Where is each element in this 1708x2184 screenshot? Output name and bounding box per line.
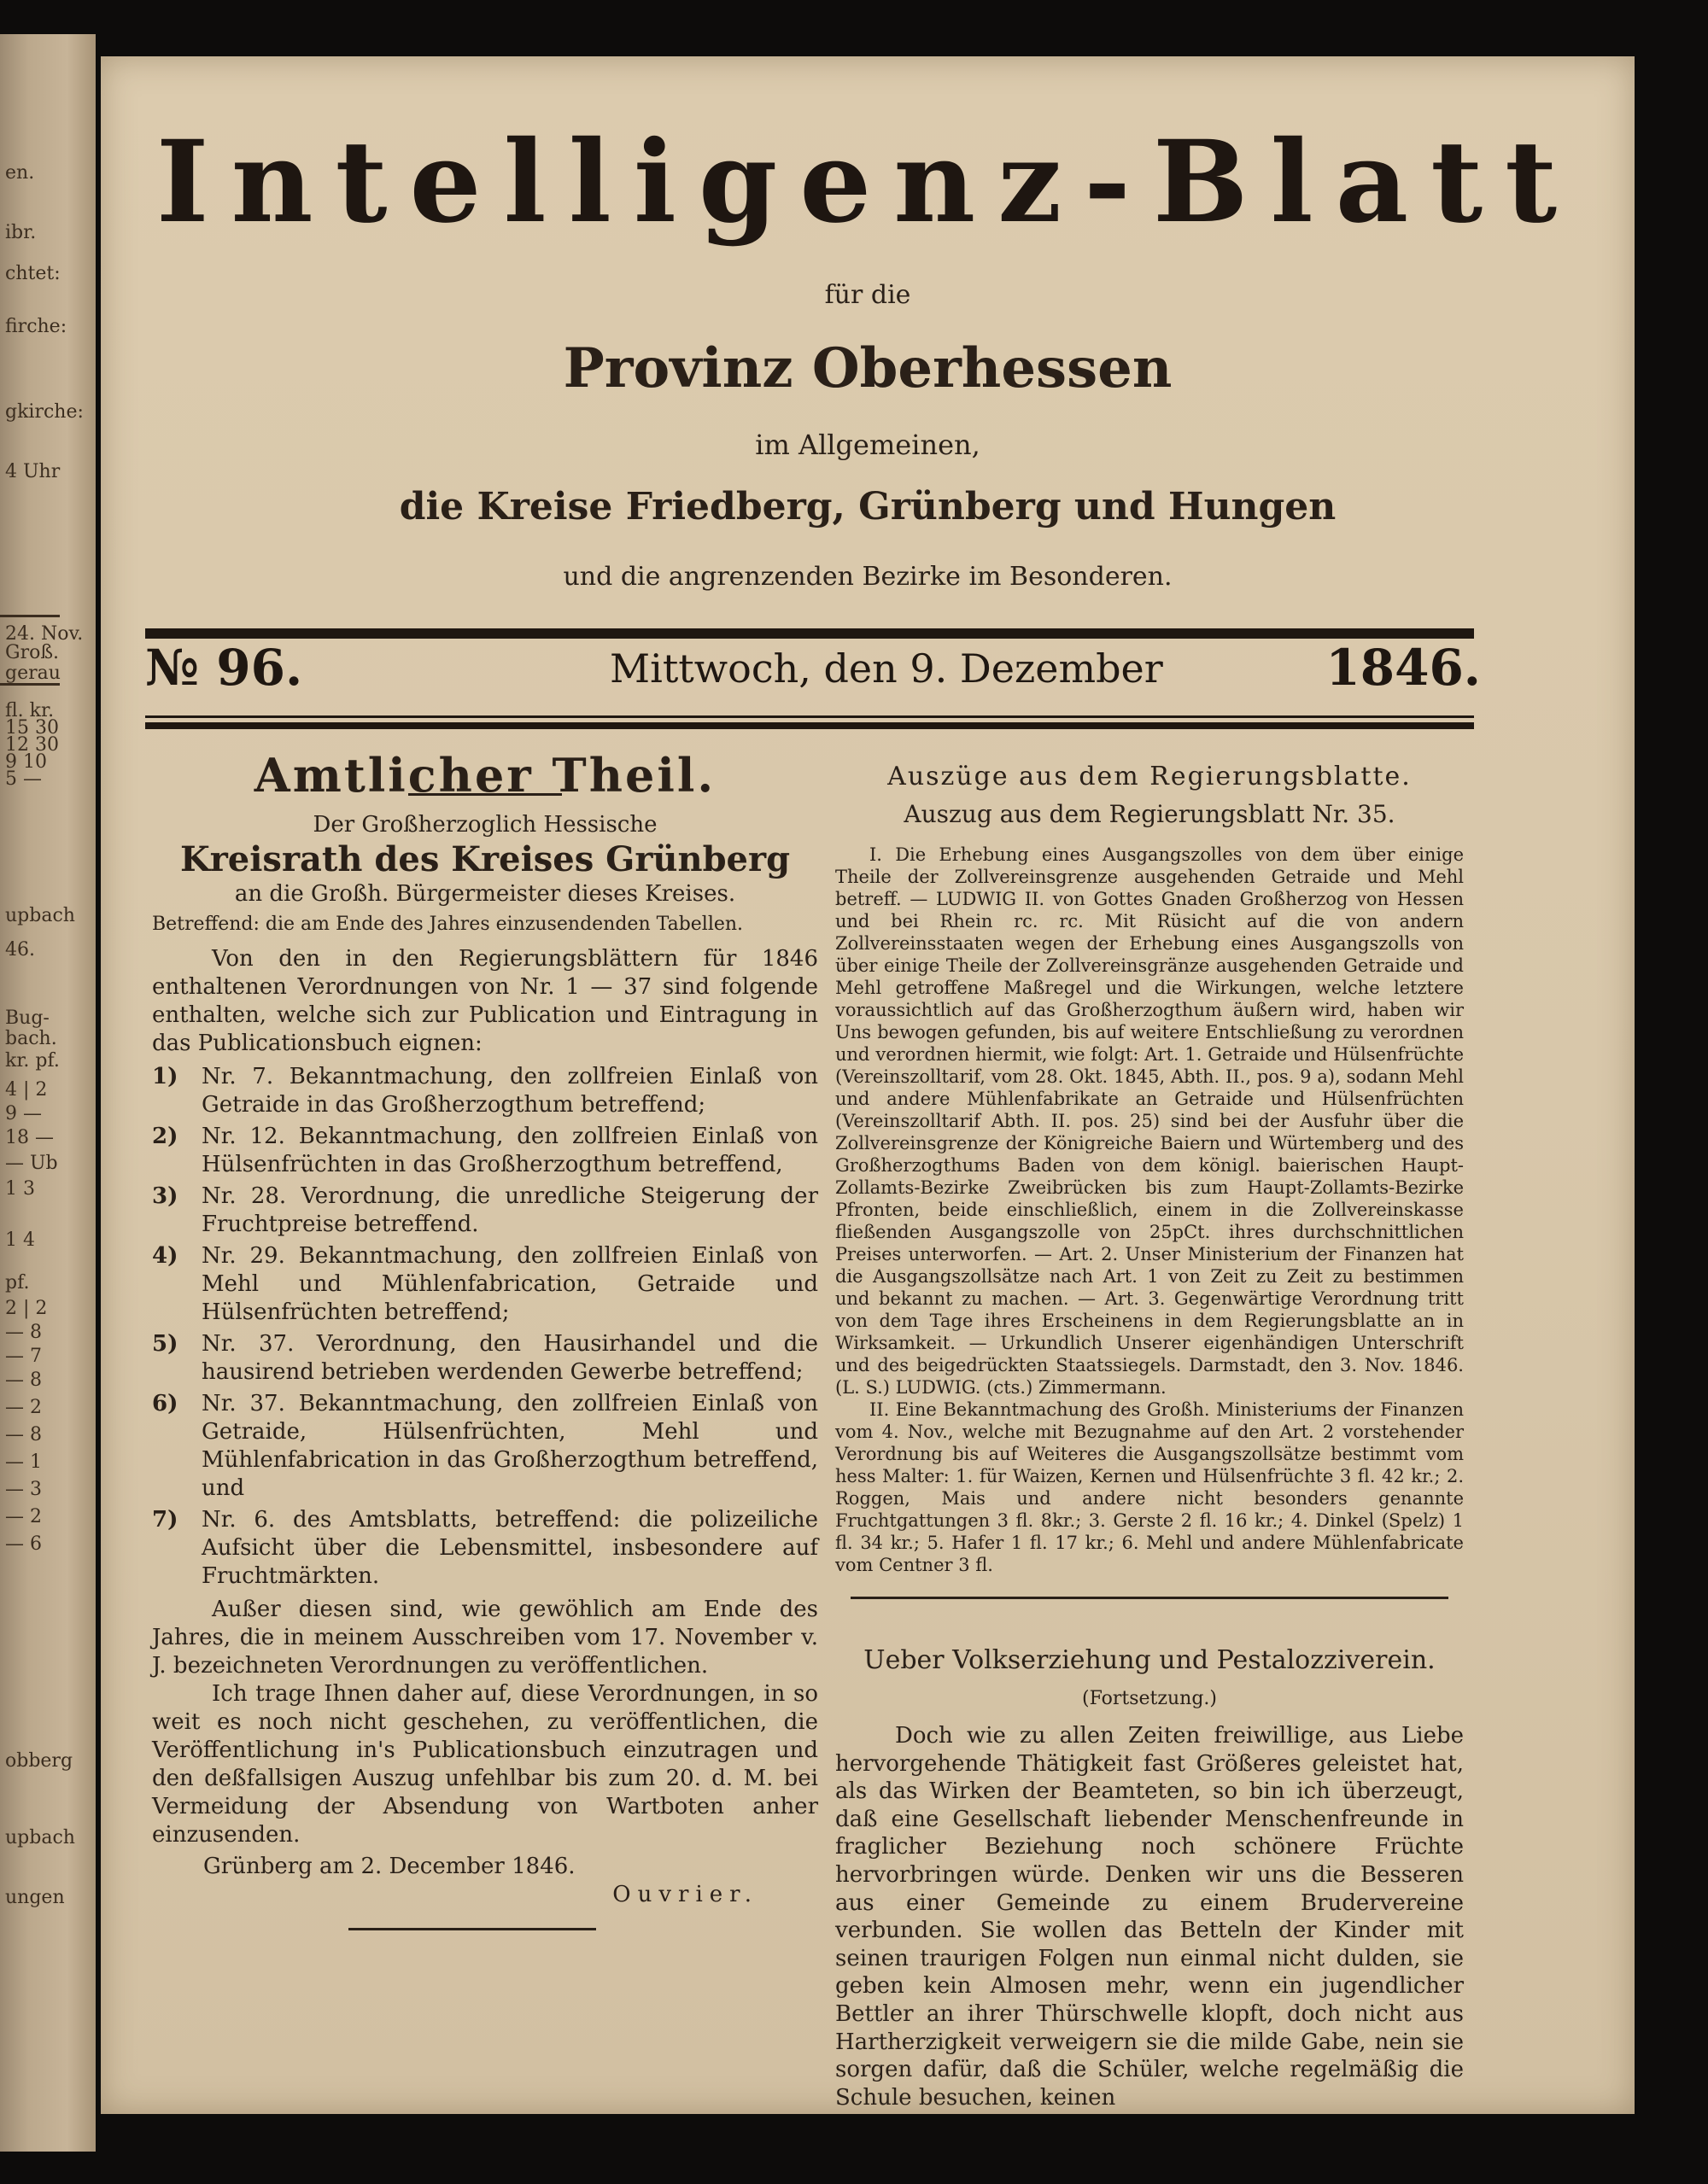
left-page-fragment: Groß. xyxy=(5,642,60,663)
excerpt-paragraph-2: II. Eine Bekanntmachung des Großh. Ministeriums der Finanzen vom 4. Nov., welche mit Bezugnahme auf den Art. 2 vorstehender Verordnung bis auf Weiteres die Ausgangszollsätze bestimmt vom hess Malter: 1. für Waizen, Kernen und Hülsenfrüchte 3 fl. 42 kr.; 2. Roggen, Mais und andere nicht besonders genannte Fruchtgattungen 3 fl. 8kr.; 3. Gerste 2 fl. 16 kr.; 4. Dinkel (Spelz) 1 fl. 34 kr.; 5. Hafer 1 fl. 17 kr.; 6. Mehl und andere Mühlenfabricate vom Centner 3 fl. xyxy=(835,1399,1464,1575)
left-page-fragment: kr. pf. xyxy=(5,1050,60,1072)
list-item: 2) Nr. 12. Bekanntmachung, den zollfreien Einlaß von Hülsenfrüchten in das Großherzogthum betreffend, xyxy=(152,1124,818,1177)
signature: Ouvrier. xyxy=(612,1882,758,1907)
left-page-fragment: 18 — xyxy=(5,1127,54,1148)
left-page-fragment: pf. xyxy=(5,1272,30,1293)
list-item: 5) Nr. 37. Verordnung, den Hausirhandel und die hausirend betrieben werdenden Gewerbe betreffend; xyxy=(152,1331,818,1385)
left-page-fragment: — 8 xyxy=(5,1424,42,1445)
column-amtlicher-theil xyxy=(152,748,818,1930)
left-page-rule xyxy=(0,683,60,686)
left-page-fragment: Bug- xyxy=(5,1007,50,1029)
left-page-fragment: 46. xyxy=(5,939,35,961)
header-rule-bottom-thin xyxy=(145,715,1474,718)
masthead-districts: die Kreise Friedberg, Grünberg und Hungen xyxy=(399,485,1337,528)
addressee: an die Großh. Bürgermeister dieses Kreises. xyxy=(234,881,736,907)
adjacent-page-edge xyxy=(0,34,96,2152)
left-page-fragment: ibr. xyxy=(5,222,37,243)
left-page-fragment: — 2 xyxy=(5,1506,42,1527)
place-date: Grünberg am 2. December 1846. xyxy=(203,1854,576,1879)
left-page-fragment: gerau xyxy=(5,663,61,684)
list-item: 4) Nr. 29. Bekanntmachung, den zollfreien Einlaß von Mehl und Mühlenfabrication, Getraide und Hülsenfrüchten betreffend; xyxy=(152,1243,818,1325)
left-page-fragment: — 6 xyxy=(5,1533,42,1555)
newspaper-page xyxy=(101,56,1635,2114)
left-page-fragment: — 8 xyxy=(5,1322,42,1343)
left-page-fragment: firche: xyxy=(5,316,67,337)
list-item: 3) Nr. 28. Verordnung, die unredliche Steigerung der Fruchtpreise betreffend. xyxy=(152,1183,818,1237)
left-page-fragment: 24. Nov. xyxy=(5,623,84,645)
column-auszuege xyxy=(835,755,1464,2111)
left-page-fragment: ungen xyxy=(5,1887,65,1908)
masthead-im-allgemeinen: im Allgemeinen, xyxy=(755,429,980,461)
left-page-fragment: upbach xyxy=(5,1827,75,1848)
subject-line: Betreffend: die am Ende des Jahres einzusendenden Tabellen. xyxy=(152,914,744,935)
excerpt-paragraph-1: I. Die Erhebung eines Ausgangszolles von dem über einige Theile der Zollvereinsgrenze ausgehenden Getraide und Mehl betreff. — LUDWIG II. von Gottes Gnaden Großherzog von Hessen und bei Rhein rc. rc. Mit Rüsicht auf die von andern Zollvereinsstaaten wegen der Erhebung eines Ausgangszolls von über einige Theile der Zollvereinsgränze ausgehenden Getraide und Mehl getroffene Maßregel und die Wirkungen, welche letztere voraussichtlich auf das Großherzogthum äußern wird, haben wir Uns bewogen gefunden, bis auf weitere Entschließung zu verordnen und verordnen hiermit, wie folgt: Art. 1. Getraide und Hülsenfrüchte (Vereinszolltarif, vom 28. Okt. 1845, Abth. II., pos. 9 a), sodann Mehl und andere Mühlenfabrikate an Getraide und Hülsenfrüchten (Vereinszolltarif Abth. II. pos. 25) sind bei der Ausfuhr über die Zollvereinsgrenze der Königreiche Baiern und Würtemberg und des Großherzogthums Baden von dem königl. baierischen Haupt-Zollamts-Bezirke Zweibrücken bis zum Haupt-Zollamts-Bezirke Pfronten, beide einschließlich, einem in die Zollvereinskasse fließenden Ausgangszolle von 25pCt. ihres durchschnittlichen Preises unterworfen. — Art. 2. Unser Ministerium der Finanzen hat die Ausgangszollsätze nach Art. 1 von Zeit zu Zeit zu bestimmen und bekannt zu machen. — Art. 3. Gegenwärtige Verordnung tritt von dem Tage ihres Erscheinens in dem Regierungsblatte an in Wirksamkeit. — Urkundlich Unserer eigenhändigen Unterschrift und des beigedrückten Staatssiegels. Darmstadt, den 3. Nov. 1846. (L. S.) LUDWIG. (cts.) Zimmermann. xyxy=(835,844,1464,1398)
paragraph-3: Ich trage Ihnen daher auf, diese Verordnungen, in so weit es noch nicht geschehen, zu veröffentlichen, die Veröffentlichung in's Publicationsbuch einzutragen und den deßfallsigen Auszug unfehlbar bis zum 20. d. M. bei Vermeidung der Absendung von Wartboten anher einzusenden. xyxy=(152,1681,818,1848)
intro-paragraph: Von den in den Regierungsblättern für 1846 enthaltenen Verordnungen von Nr. 1 — 37 sind folgende enthalten, welche sich zur Publication und Eintragung in das Publicationsbuch eignen: xyxy=(152,946,818,1056)
issue-year: 1846. xyxy=(1325,639,1481,697)
left-page-fragment: fl. kr. xyxy=(5,700,55,721)
article-title: Ueber Volkserziehung und Pestalozziverein. xyxy=(863,1645,1436,1675)
left-page-fragment: gkirche: xyxy=(5,401,84,423)
left-page-fragment: chtet: xyxy=(5,263,61,284)
masthead-title: Intelligenz-Blatt xyxy=(155,116,1580,248)
left-page-fragment: — 3 xyxy=(5,1479,42,1500)
left-page-fragment: upbach xyxy=(5,905,75,926)
list-item: 1) Nr. 7. Bekanntmachung, den zollfreien Einlaß von Getraide in das Großherzogthum betreffend; xyxy=(152,1064,818,1118)
issue-date: Mittwoch, den 9. Dezember xyxy=(610,645,1163,692)
left-page-fragment: — 2 xyxy=(5,1397,42,1418)
left-page-fragment: 2 | 2 xyxy=(5,1298,48,1319)
left-page-fragment: — Ub xyxy=(5,1153,58,1174)
left-page-fragment: 9 10 xyxy=(5,751,47,773)
left-page-fragment: — 8 xyxy=(5,1369,42,1391)
masthead-fuer-die: für die xyxy=(824,280,911,310)
section-end-rule xyxy=(348,1928,596,1930)
left-page-fragment: — 7 xyxy=(5,1346,42,1367)
authority-title: Kreisrath des Kreises Grünberg xyxy=(179,839,791,879)
left-page-fragment: obberg xyxy=(5,1750,73,1772)
authority-line: Der Großherzoglich Hessische xyxy=(313,812,658,838)
left-page-fragment: 12 30 xyxy=(5,734,59,756)
article-continuation: (Fortsetzung.) xyxy=(1082,1688,1217,1709)
left-page-fragment: 4 Uhr xyxy=(5,461,61,482)
issue-number: № 96. xyxy=(145,639,303,697)
left-page-fragment: 1 3 xyxy=(5,1178,35,1200)
section-heading-auszuege: Auszüge aus dem Regierungsblatte. xyxy=(887,762,1412,791)
left-page-fragment: — 1 xyxy=(5,1451,42,1473)
list-item: 7) Nr. 6. des Amtsblatts, betreffend: die polizeiliche Aufsicht über die Lebensmittel, insbesondere auf Fruchtmärkten. xyxy=(152,1507,818,1589)
paragraph-2: Außer diesen sind, wie gewöhlich am Ende des Jahres, die in meinem Ausschreiben vom 17. November v. J. bezeichneten Verordnungen zu veröffentlichen. xyxy=(152,1597,818,1679)
header-rule-top xyxy=(145,628,1474,639)
left-page-fragment: 5 — xyxy=(5,768,42,790)
masthead-province: Provinz Oberhessen xyxy=(563,336,1173,400)
subheading-regierungsblatt: Auszug aus dem Regierungsblatt Nr. 35. xyxy=(904,800,1395,828)
left-page-fragment: bach. xyxy=(5,1028,57,1049)
article-text: Doch wie zu allen Zeiten freiwillige, aus Liebe hervorgehende Thätigkeit fast Größeres geleistet hat, als das Wirken der Beamteten, so bin ich überzeugt, daß eine Gesellschaft liebender Menschenfreunde in fraglicher Beziehung noch schönere Früchte hervorbringen würde. Denken wir uns die Besseren aus einer Gemeinde zu einem Brudervereine verbunden. Sie wollen das Betteln der Kinder mit seinen traurigen Folgen nun einmal nicht dulden, sie geben kein Almosen mehr, wenn ein jugendlicher Bettler an ihrer Thürschwelle klopft, doch nicht aus Hartherzigkeit verweigern sie die milde Gabe, nein sie sorgen dafür, daß die Schüler, welche regelmäßig die Schule besuchen, keinen xyxy=(835,1723,1464,2111)
left-page-fragment: 4 | 2 xyxy=(5,1079,48,1101)
left-page-fragment: 15 30 xyxy=(5,717,59,739)
left-page-fragment: 9 — xyxy=(5,1103,42,1124)
left-page-fragment: en. xyxy=(5,162,35,184)
section-heading-amtlich: Amtlicher Theil. xyxy=(254,748,717,803)
section-divider xyxy=(851,1597,1448,1599)
left-page-rule xyxy=(0,615,60,617)
left-page-fragment: 1 4 xyxy=(5,1229,35,1251)
header-rule-bottom xyxy=(145,722,1474,729)
regulation-list xyxy=(152,1063,818,1591)
masthead-bezirke: und die angrenzenden Bezirke im Besonderen. xyxy=(563,562,1173,592)
list-item: 6) Nr. 37. Bekanntmachung, den zollfreien Einlaß von Getraide, Hülsenfrüchten, Mehl und Mühlenfabrication in das Großherzogthum betreffend, und xyxy=(152,1391,818,1501)
